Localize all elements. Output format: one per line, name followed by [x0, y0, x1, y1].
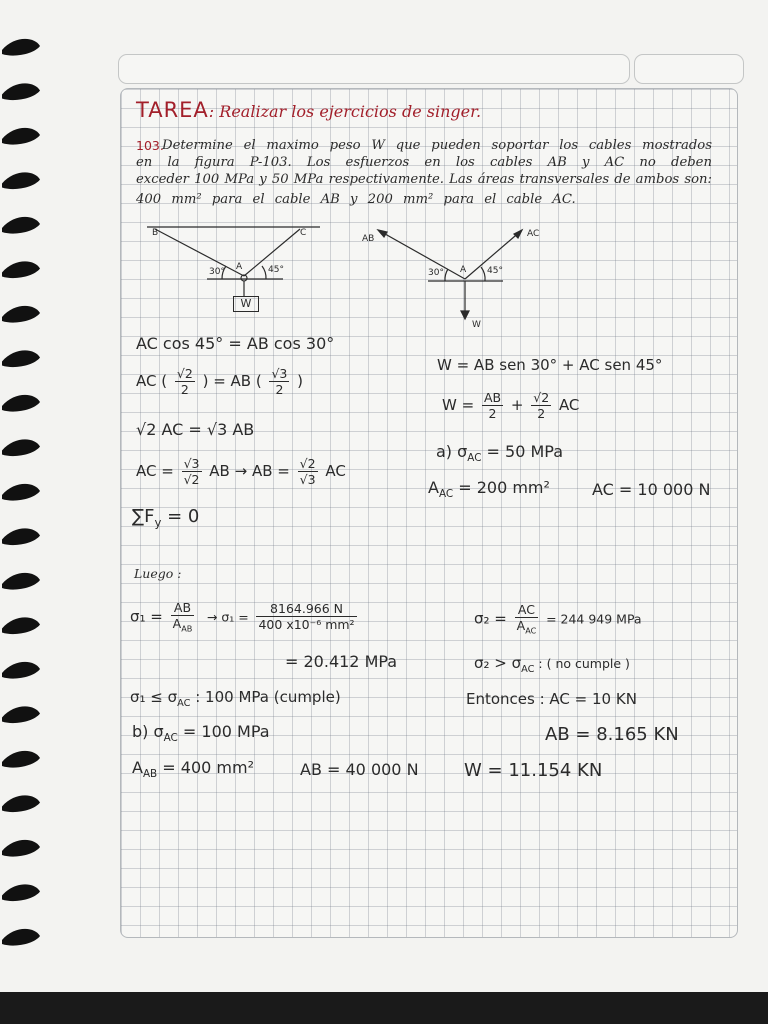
eq-relations: AC = $\frac{√3}{√2}$ AB → AB = $\frac{√2}{√3}$ AC — [136, 456, 346, 487]
weight-box: W — [233, 296, 259, 312]
eq-w-expanded: W = $\frac{AB}{2}$ + $\frac{√2}{2}$ AC — [442, 390, 580, 421]
ab-final-line: AB = 8.165 KN — [545, 724, 679, 745]
eq-sum-fy: $\sum F_y = 0$ — [132, 506, 200, 530]
fig1-angle-right: 45° — [268, 265, 284, 275]
fig1-angle-left: 30° — [209, 267, 225, 277]
entonces-line: Entonces : AC = 10 KN — [466, 690, 637, 708]
figure-1-drawing — [147, 227, 320, 296]
part-b-line: b) $\sigma_{AC} = 100$ MPa — [132, 722, 270, 745]
fig2-angle-left: 30° — [428, 268, 444, 278]
luego-label: Luego : — [134, 566, 182, 581]
part-a-line: a) $\sigma_{AC} = 50$ MPa — [436, 442, 564, 465]
area-ac-line: $A_{AC} = 200$ mm² — [428, 478, 550, 501]
eq-equilibrium-x: AC cos 45° = AB cos 30° — [136, 334, 335, 353]
ac-force-line: AC = 10 000 N — [592, 480, 711, 499]
problem-line-2: en la figura P-103. Los esfuerzos en los cables AB y AC no deben — [136, 155, 712, 170]
ab-force-line: AB = 40 000 N — [300, 760, 419, 779]
sigma1-comparison: $\sigma_1 \le \sigma_{AC}$ : 100 MPa (cumple) — [130, 688, 341, 709]
w-final-line: W = 11.154 KN — [464, 760, 603, 781]
task-heading — [136, 98, 481, 122]
eq-substitution: AC ( $\frac{√2}{2}$ ) = AB ( $\frac{√3}{2}$ ) — [136, 366, 304, 397]
problem-line-3: exceder 100 MPa y 50 MPa respectivamente. Las áreas transversales de ambos son: — [136, 172, 712, 187]
eq-sigma2: σ₂ = $\frac{AC}{A_{AC}}$ = 244 949 MPa — [474, 602, 642, 636]
problem-line-4: 400 mm² para el cable AB y 200 mm² para el cable AC. — [136, 192, 576, 207]
sigma2-comparison: $\sigma_2 > \sigma_{AC}$ : ( no cumple ) — [474, 654, 630, 675]
fig2-angle-right: 45° — [487, 266, 503, 276]
task-title: TAREA — [136, 98, 209, 122]
fig2-label-ab: AB — [362, 234, 375, 244]
fig2-label-ac: AC — [527, 229, 540, 239]
problem-number: 103. — [136, 138, 164, 153]
eq-sigma1: σ₁ = $\frac{AB}{A_{AB}}$ → σ₁ = $\frac{8164.966 N}{\text{400 x10⁻⁶ mm²}}$ — [130, 600, 355, 634]
fig1-label-c: C — [300, 228, 307, 238]
fig2-label-w: W — [472, 320, 481, 330]
area-ab-line: $A_{AB} = 400$ mm² — [132, 758, 254, 781]
eq-w-sum: W = AB sen 30° + AC sen 45° — [437, 356, 663, 374]
eq-simplified: √2 AC = √3 AB — [136, 420, 255, 439]
fig2-label-a: A — [460, 265, 467, 275]
problem-line-1: Determine el maximo peso W que pueden soportar los cables mostrados — [162, 138, 712, 153]
task-description: : Realizar los ejercicios de singer. — [208, 102, 482, 121]
sigma1-result: = 20.412 MPa — [285, 652, 398, 671]
fig1-label-b: B — [152, 228, 159, 238]
fig1-label-a: A — [236, 262, 243, 272]
